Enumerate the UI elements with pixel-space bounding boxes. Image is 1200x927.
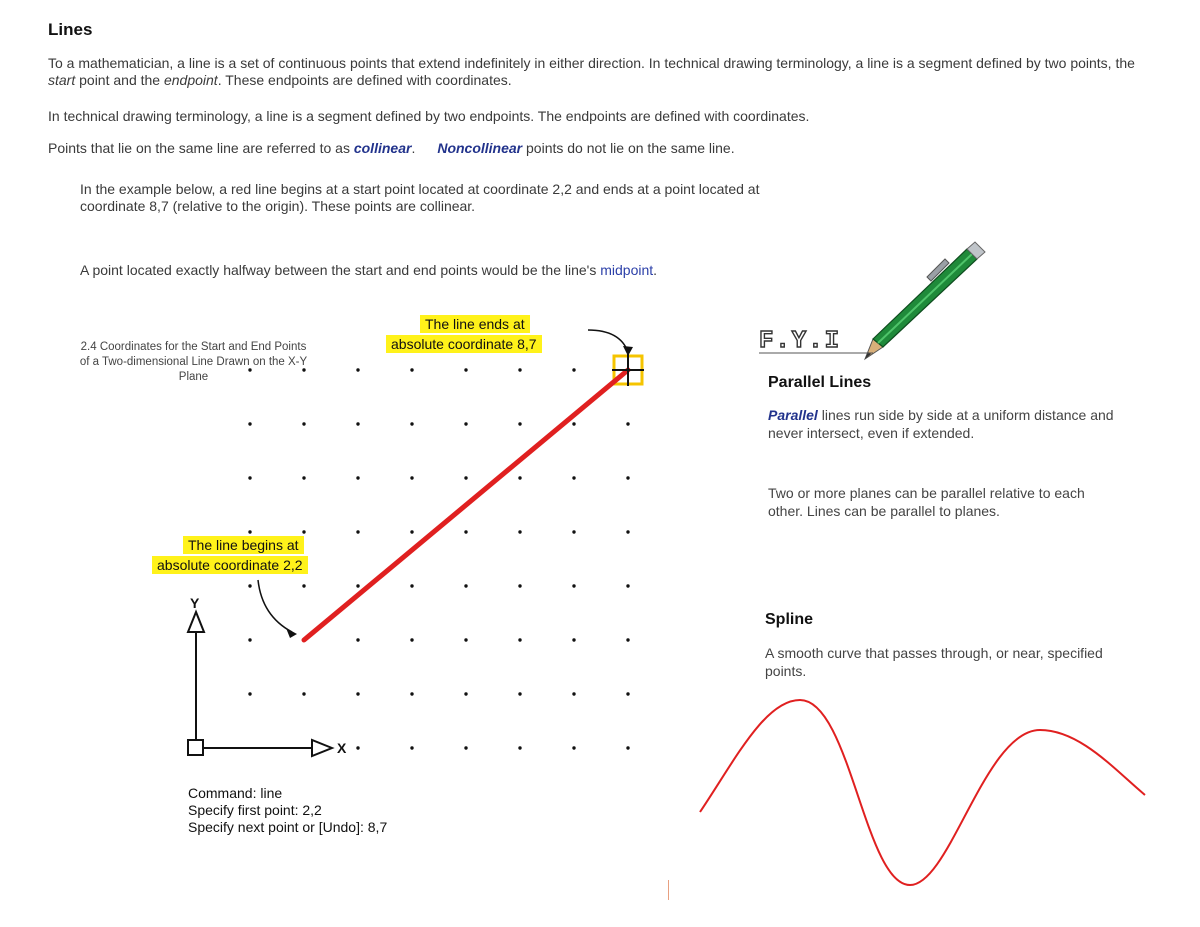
collinear-text-c: points do not lie on the same line. <box>522 140 735 156</box>
intro-text-b: point and the <box>75 72 164 88</box>
grid-dot <box>572 584 575 587</box>
start-callout-arrow <box>258 580 297 638</box>
grid-dot <box>410 584 413 587</box>
grid-dot <box>464 746 467 749</box>
start-callout-line2: absolute coordinate 2,2 <box>152 556 308 574</box>
x-axis-label: X <box>337 740 347 756</box>
grid-dot <box>572 476 575 479</box>
grid-dot <box>572 422 575 425</box>
start-callout-line1: The line begins at <box>183 536 304 554</box>
grid-dot <box>248 368 251 371</box>
midpoint-text: A point located exactly halfway between the start and end points would be the line's <box>80 262 597 278</box>
grid-dot <box>410 476 413 479</box>
grid-dot <box>356 638 359 641</box>
grid-dot <box>464 584 467 587</box>
grid-dot <box>626 530 629 533</box>
intro-text-c: . These endpoints are defined with coordinates. <box>217 72 512 88</box>
grid-dot <box>410 422 413 425</box>
term-collinear: collinear <box>353 140 412 156</box>
grid-dot <box>302 692 305 695</box>
grid-dot <box>302 422 305 425</box>
grid-dot <box>410 530 413 533</box>
term-start: start <box>48 72 76 88</box>
grid-dot <box>302 368 305 371</box>
grid-dot <box>410 692 413 695</box>
grid-dot <box>248 584 251 587</box>
command-line-2: Specify first point: 2,2 <box>188 802 322 818</box>
grid-dot <box>518 530 521 533</box>
grid-dot <box>518 368 521 371</box>
grid-dot <box>356 476 359 479</box>
origin-marker <box>188 740 203 755</box>
grid-dot <box>302 476 305 479</box>
spline-curve-illustration <box>695 690 1155 890</box>
term-noncollinear: Noncollinear <box>437 140 523 156</box>
command-line-1: Command: line <box>188 785 283 801</box>
grid-dot <box>626 422 629 425</box>
grid-dot <box>572 692 575 695</box>
parallel-paragraph-1 <box>768 406 1118 442</box>
collinear-text-b: . <box>411 140 416 156</box>
fyi-illustration <box>755 235 995 365</box>
end-callout-arrow <box>588 330 633 356</box>
grid-dot <box>464 368 467 371</box>
grid-dot <box>356 422 359 425</box>
stray-mark <box>668 880 669 900</box>
grid-dot <box>356 368 359 371</box>
midpoint-end: . <box>653 262 658 278</box>
grid-dot <box>626 584 629 587</box>
grid-dot <box>410 638 413 641</box>
midpoint-link[interactable]: midpoint <box>600 262 654 278</box>
grid-dot <box>464 476 467 479</box>
pencil-icon <box>865 242 985 359</box>
grid-dot <box>248 422 251 425</box>
grid-dot <box>248 692 251 695</box>
red-line <box>304 370 628 640</box>
grid-dot <box>518 584 521 587</box>
spline-curve <box>700 700 1145 885</box>
grid-dot <box>572 368 575 371</box>
grid-dot <box>410 368 413 371</box>
grid-dot <box>356 746 359 749</box>
grid-dot <box>464 530 467 533</box>
grid-dot <box>626 692 629 695</box>
grid-dot <box>302 584 305 587</box>
term-endpoint: endpoint <box>163 72 218 88</box>
grid-dot <box>464 692 467 695</box>
page-title: Lines <box>48 20 93 39</box>
grid-dot <box>356 530 359 533</box>
grid-dot <box>572 746 575 749</box>
grid-dot <box>518 422 521 425</box>
end-callout <box>402 316 530 334</box>
grid-dot <box>626 746 629 749</box>
parallel-lines-heading: Parallel Lines <box>768 374 872 391</box>
grid-dot <box>518 692 521 695</box>
grid-dot <box>626 476 629 479</box>
grid-dot <box>518 476 521 479</box>
intro-text-a: To a mathematician, a line is a set of continuous points that extend indefinitely in either direction. In technical drawing terminology, a line is a segment defined by two points, the <box>48 55 1135 71</box>
grid-dot <box>518 746 521 749</box>
grid-dot <box>410 746 413 749</box>
end-callout-2 <box>386 336 542 354</box>
grid-dot <box>464 638 467 641</box>
start-callout <box>183 537 304 555</box>
end-callout-line1: The line ends at <box>420 315 530 333</box>
end-callout-line2: absolute coordinate 8,7 <box>386 335 542 353</box>
command-transcript <box>188 785 387 836</box>
grid-dot <box>302 530 305 533</box>
spline-paragraph: A smooth curve that passes through, or near, specified points. <box>765 645 1103 679</box>
grid-dot <box>518 638 521 641</box>
grid-dot <box>248 530 251 533</box>
grid-dot <box>248 476 251 479</box>
y-axis <box>188 612 204 740</box>
collinear-text-a: Points that lie on the same line are referred to as <box>48 140 354 156</box>
parallel-text: lines run side by side at a uniform distance and never intersect, even if extended. <box>768 407 1114 441</box>
figure-caption: 2.4 Coordinates for the Start and End Points of a Two-dimensional Line Drawn on the X-Y Plane <box>79 341 308 383</box>
spline-heading: Spline <box>765 611 814 628</box>
grid-dot <box>464 422 467 425</box>
grid-dot <box>356 584 359 587</box>
example-paragraph: In the example below, a red line begins at a start point located at coordinate 2,2 and ends at a point located at coordinate 8,7 (relative to the origin). These points are collinear. <box>80 181 760 214</box>
start-callout-2 <box>152 557 308 575</box>
grid-dot <box>626 638 629 641</box>
term-parallel: Parallel <box>768 407 818 423</box>
grid-dot <box>248 638 251 641</box>
parallel-paragraph-2: Two or more planes can be parallel relative to each other. Lines can be parallel to planes. <box>768 485 1085 519</box>
grid-dot <box>572 638 575 641</box>
command-line-3: Specify next point or [Undo]: 8,7 <box>188 819 388 835</box>
definition-paragraph: In technical drawing terminology, a line is a segment defined by two endpoints. The endpoints are defined with coordinates. <box>48 108 810 124</box>
fyi-badge: F.Y.I <box>759 328 842 355</box>
x-axis <box>203 740 332 756</box>
grid-dot <box>572 530 575 533</box>
grid-dot <box>356 692 359 695</box>
y-axis-label: Y <box>190 595 200 611</box>
